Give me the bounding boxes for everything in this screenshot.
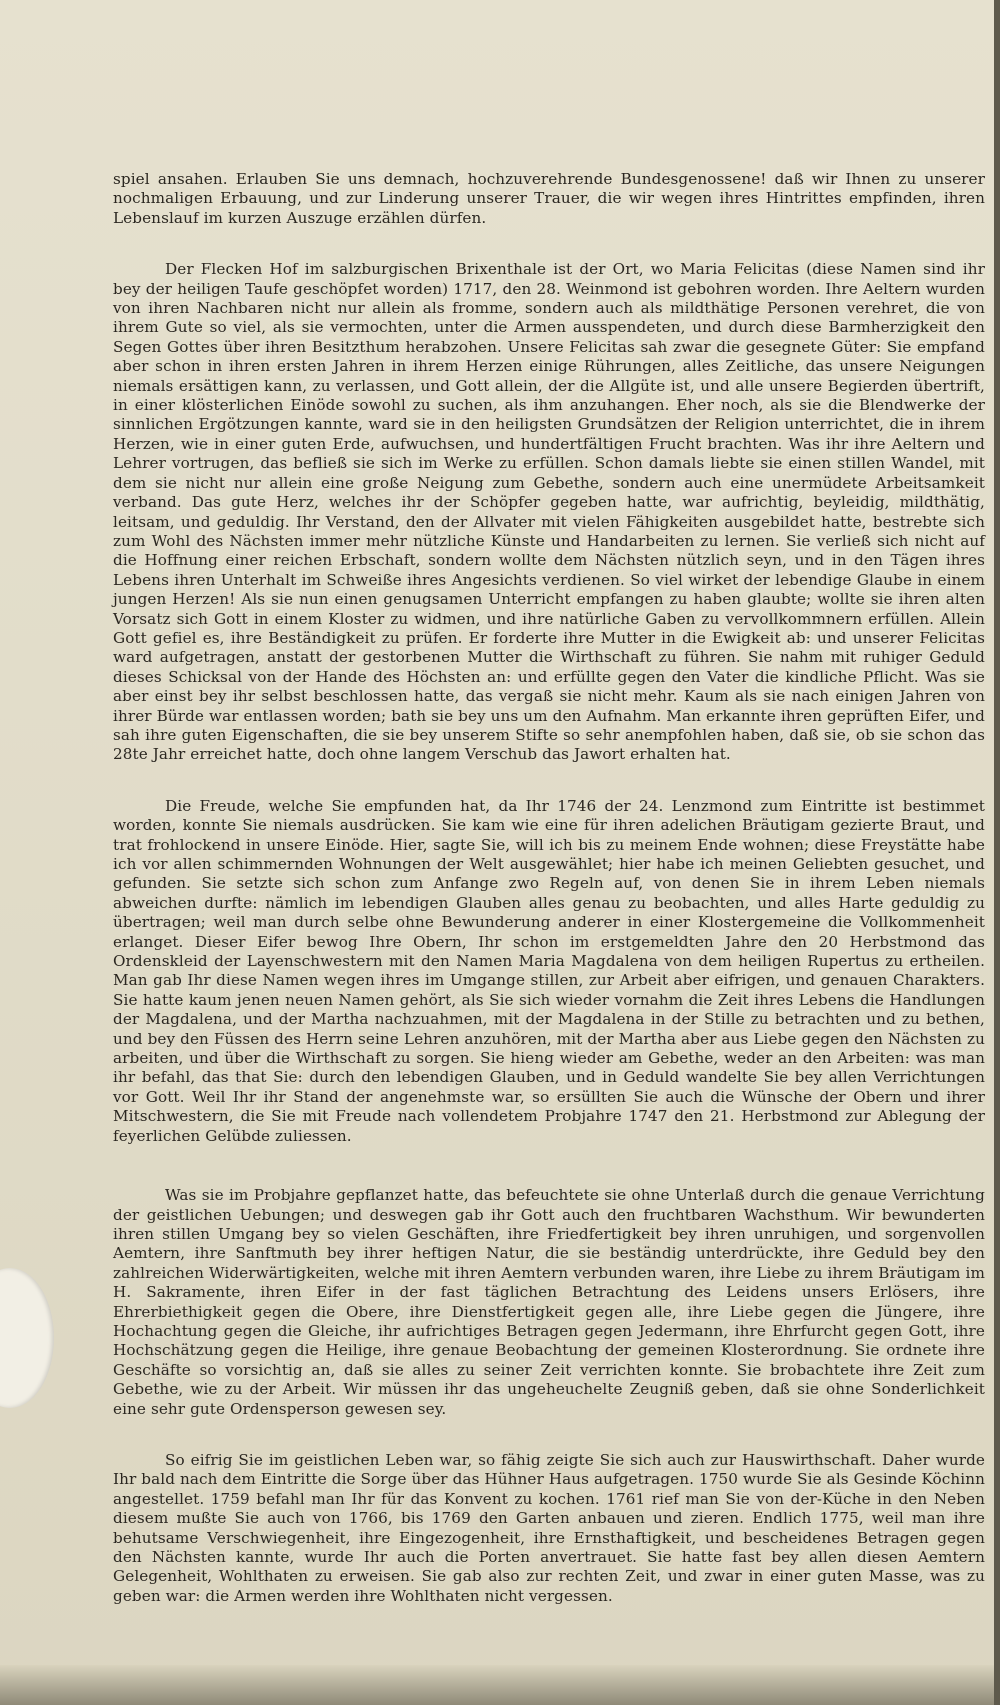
- paragraph-virtues: Was sie im Probjahre gepflanzet hatte, das befeuchtete sie ohne Unterlaß durch die genaue Verrichtung der geistlichen Uebungen; und deswegen gab ihr Gott auch den fruchtbaren Wachsthum. Wir bewunderten ihren stillen Umgang bey so vielen Geschäften, ihre Friedfertigkeit bey ihren unruhigen, und sorgenvollen Aemtern, ihre Sanftmuth bey ihrer heftigen Natur, die sie beständig unterdrückte, ihre Geduld bey den zahlreichen Widerwärtigkeiten, welche mit ihren Aemtern verbunden waren, ihre Liebe zu ihrem Bräutigam im H. Sakramente, ihren Eifer in der fast täglichen Betrachtung des Leidens unsers Erlösers, ihre Ehrerbiethigkeit gegen die Obere, ihre Dienstfertigkeit gegen alle, ihre Liebe gegen die Jüngere, ihre Hochachtung gegen die Gleiche, ihr aufrichtiges Betragen gegen Jedermann, ihre Ehrfurcht gegen Gott, ihre Hochschätzung gegen die Heilige, ihre genaue Beobachtung der gemeinen Klosterordnung. Sie ordnete ihre Geschäfte so vorsichtig an, daß sie alles zu seiner Zeit verrichten konnte. Sie brobachtete ihre Zeit zum Gebethe, wie zu der Arbeit. Wir müssen ihr das ungeheuchelte Zeugniß geben, daß sie ohne Sonderlichkeit eine sehr gute Ordensperson gewesen sey.: [113, 1186, 985, 1418]
- page-right-edge: [994, 0, 1000, 1705]
- document-body: [113, 170, 985, 1606]
- paper-tear: [0, 1268, 54, 1408]
- paragraph-intro: spiel ansahen. Erlauben Sie uns demnach, hochzuverehrende Bundesgenossene! daß wir Ihnen zu unserer nochmaligen Erbauung, und zur Linderung unserer Trauer, die wir wegen ihres Hintrittes empfinden, ihren Lebenslauf im kurzen Auszuge erzählen dürfen.: [113, 170, 985, 227]
- page-bottom-edge: [0, 1665, 1000, 1705]
- paragraph-birth-and-youth: Der Flecken Hof im salzburgischen Brixenthale ist der Ort, wo Maria Felicitas (diese Namen sind ihr bey der heiligen Taufe geschöpfet worden) 1717, den 28. Weinmond ist gebohren worden. Ihre Aeltern wurden von ihren Nachbaren nicht nur allein als fromme, sondern auch als mildthätige Personen verehret, die von ihrem Gute so viel, als sie vermochten, unter die Armen ausspendeten, und durch diese Barmherzigkeit den Segen Gottes über ihren Besitzthum herabzohen. Unsere Felicitas sah zwar die gesegnete Güter: Sie empfand aber schon in ihren ersten Jahren in ihrem Herzen einige Rührungen, alles Zeitliche, das unsere Neigungen niemals ersättigen kann, zu verlassen, und Gott allein, der die Allgüte ist, und alle unsere Begierden übertrift, in einer klösterlichen Einöde sowohl zu suchen, als ihm anzuhangen. Eher noch, als sie die Blendwerke der sinnlichen Ergötzungen kannte, ward sie in den heiligsten Grundsätzen der Religion unterrichtet, die in ihrem Herzen, wie in einer guten Erde, aufwuchsen, und hundertfältigen Frucht brachten. Was ihr ihre Aeltern und Lehrer vortrugen, das befließ sie sich im Werke zu erfüllen. Schon damals liebte sie einen stillen Wandel, mit dem sie nicht nur allein eine große Neigung zum Gebethe, sondern auch eine unermüdete Arbeitsamkeit verband. Das gute Herz, welches ihr der Schöpfer gegeben hatte, war aufrichtig, beyleidig, mildthätig, leitsam, und geduldig. Ihr Verstand, den der Allvater mit vielen Fähigkeiten ausgebildet hatte, bestrebte sich zum Wohl des Nächsten immer mehr nützliche Künste und Handarbeiten zu lernen. Sie verließ sich nicht auf die Hoffnung einer reichen Erbschaft, sondern wollte dem Nächsten nützlich seyn, und in den Tägen ihres Lebens ihren Unterhalt im Schweiße ihres Angesichts verdienen. So viel wirket der lebendige Glaube in einem jungen Herzen! Als sie nun einen genugsamen Unterricht empfangen zu haben glaubte; wollte sie ihren alten Vorsatz sich Gott in einem Kloster zu widmen, und ihre natürliche Gaben zu vervollkommnern erfüllen. Allein Gott gefiel es, ihre Beständigkeit zu prüfen. Er forderte ihre Mutter in die Ewigkeit ab: und unserer Felicitas ward aufgetragen, anstatt der gestorbenen Mutter die Wirthschaft zu führen. Sie nahm mit ruhiger Geduld dieses Schicksal von der Hande des Höchsten an: und erfüllte gegen den Vater die kindliche Pflicht. Was sie aber einst bey ihr selbst beschlossen hatte, das vergaß sie nicht mehr. Kaum als sie nach einigen Jahren von ihrer Bürde war entlassen worden; bath sie bey uns um den Aufnahm. Man erkannte ihren geprüften Eifer, und sah ihre guten Eigenschaften, die sie bey unserem Stifte so sehr anempfohlen haben, daß sie, ob sie schon das 28te Jahr erreichet hatte, doch ohne langem Verschub das Jawort erhalten hat.: [113, 260, 985, 764]
- paragraph-household-duties: So eifrig Sie im geistlichen Leben war, so fähig zeigte Sie sich auch zur Hauswirthschaft. Daher wurde Ihr bald nach dem Eintritte die Sorge über das Hühner Haus aufgetragen. 1750 wurde Sie als Gesinde Köchinn angestellet. 1759 befahl man Ihr für das Konvent zu kochen. 1761 rief man Sie von der-Küche in den Neben diesem mußte Sie auch von 1766, bis 1769 den Garten anbauen und zieren. Endlich 1775, weil man ihre behutsame Verschwiegenheit, ihre Eingezogenheit, ihre Ernsthaftigkeit, und bescheidenes Betragen gegen den Nächsten kannte, wurde Ihr auch die Porten anvertrauet. Sie hatte fast bey allen diesen Aemtern Gelegenheit, Wohlthaten zu erweisen. Sie gab also zur rechten Zeit, und zwar in einer guten Masse, was zu geben war: die Armen werden ihre Wohlthaten nicht vergessen.: [113, 1450, 985, 1605]
- paragraph-entry-into-convent: Die Freude, welche Sie empfunden hat, da Ihr 1746 der 24. Lenzmond zum Eintritte ist bestimmet worden, konnte Sie niemals ausdrücken. Sie kam wie eine für ihren adelichen Bräutigam gezierte Braut, und trat frohlockend in unsere Einöde. Hier, sagte Sie, will ich bis zu meinem Ende wohnen; diese Freystätte habe ich vor allen schimmernden Wohnungen der Welt ausgewählet; hier habe ich meinen Geliebten gesuchet, und gefunden. Sie setzte sich schon zum Anfange zwo Regeln auf, von denen Sie in ihrem Leben niemals abweichen durfte: nämlich im lebendigen Glauben alles genau zu beobachten, und alles Harte geduldig zu übertragen; weil man durch selbe ohne Bewunderung anderer in einer Klostergemeine die Vollkommenheit erlanget. Dieser Eifer bewog Ihre Obern, Ihr schon im erstgemeldten Jahre den 20 Herbstmond das Ordenskleid der Layenschwestern mit den Namen Maria Magdalena von dem heiligen Rupertus zu ertheilen. Man gab Ihr diese Namen wegen ihres im Umgange stillen, zur Arbeit aber eifrigen, und genauen Charakters. Sie hatte kaum jenen neuen Namen gehört, als Sie sich wieder vornahm die Zeit ihres Lebens die Handlungen der Magdalena, und der Martha nachzuahmen, mit der Magdalena in der Stille zu betrachten und zu bethen, und bey den Füssen des Herrn seine Lehren anzuhören, mit der Martha aber aus Liebe gegen den Nächsten zu arbeiten, und über die Wirthschaft zu sorgen. Sie hieng wieder am Gebethe, weder an den Arbeiten: was man ihr befahl, das that Sie: durch den lebendigen Glauben, und in Geduld wandelte Sie bey allen Verrichtungen vor Gott. Weil Ihr ihr Stand der angenehmste war, so ersüllten Sie auch die Wünsche der Obern und ihrer Mitschwestern, die Sie mit Freude nach vollendetem Probjahre 1747 den 21. Herbstmond zur Ablegung der feyerlichen Gelübde zuliessen.: [113, 796, 985, 1145]
